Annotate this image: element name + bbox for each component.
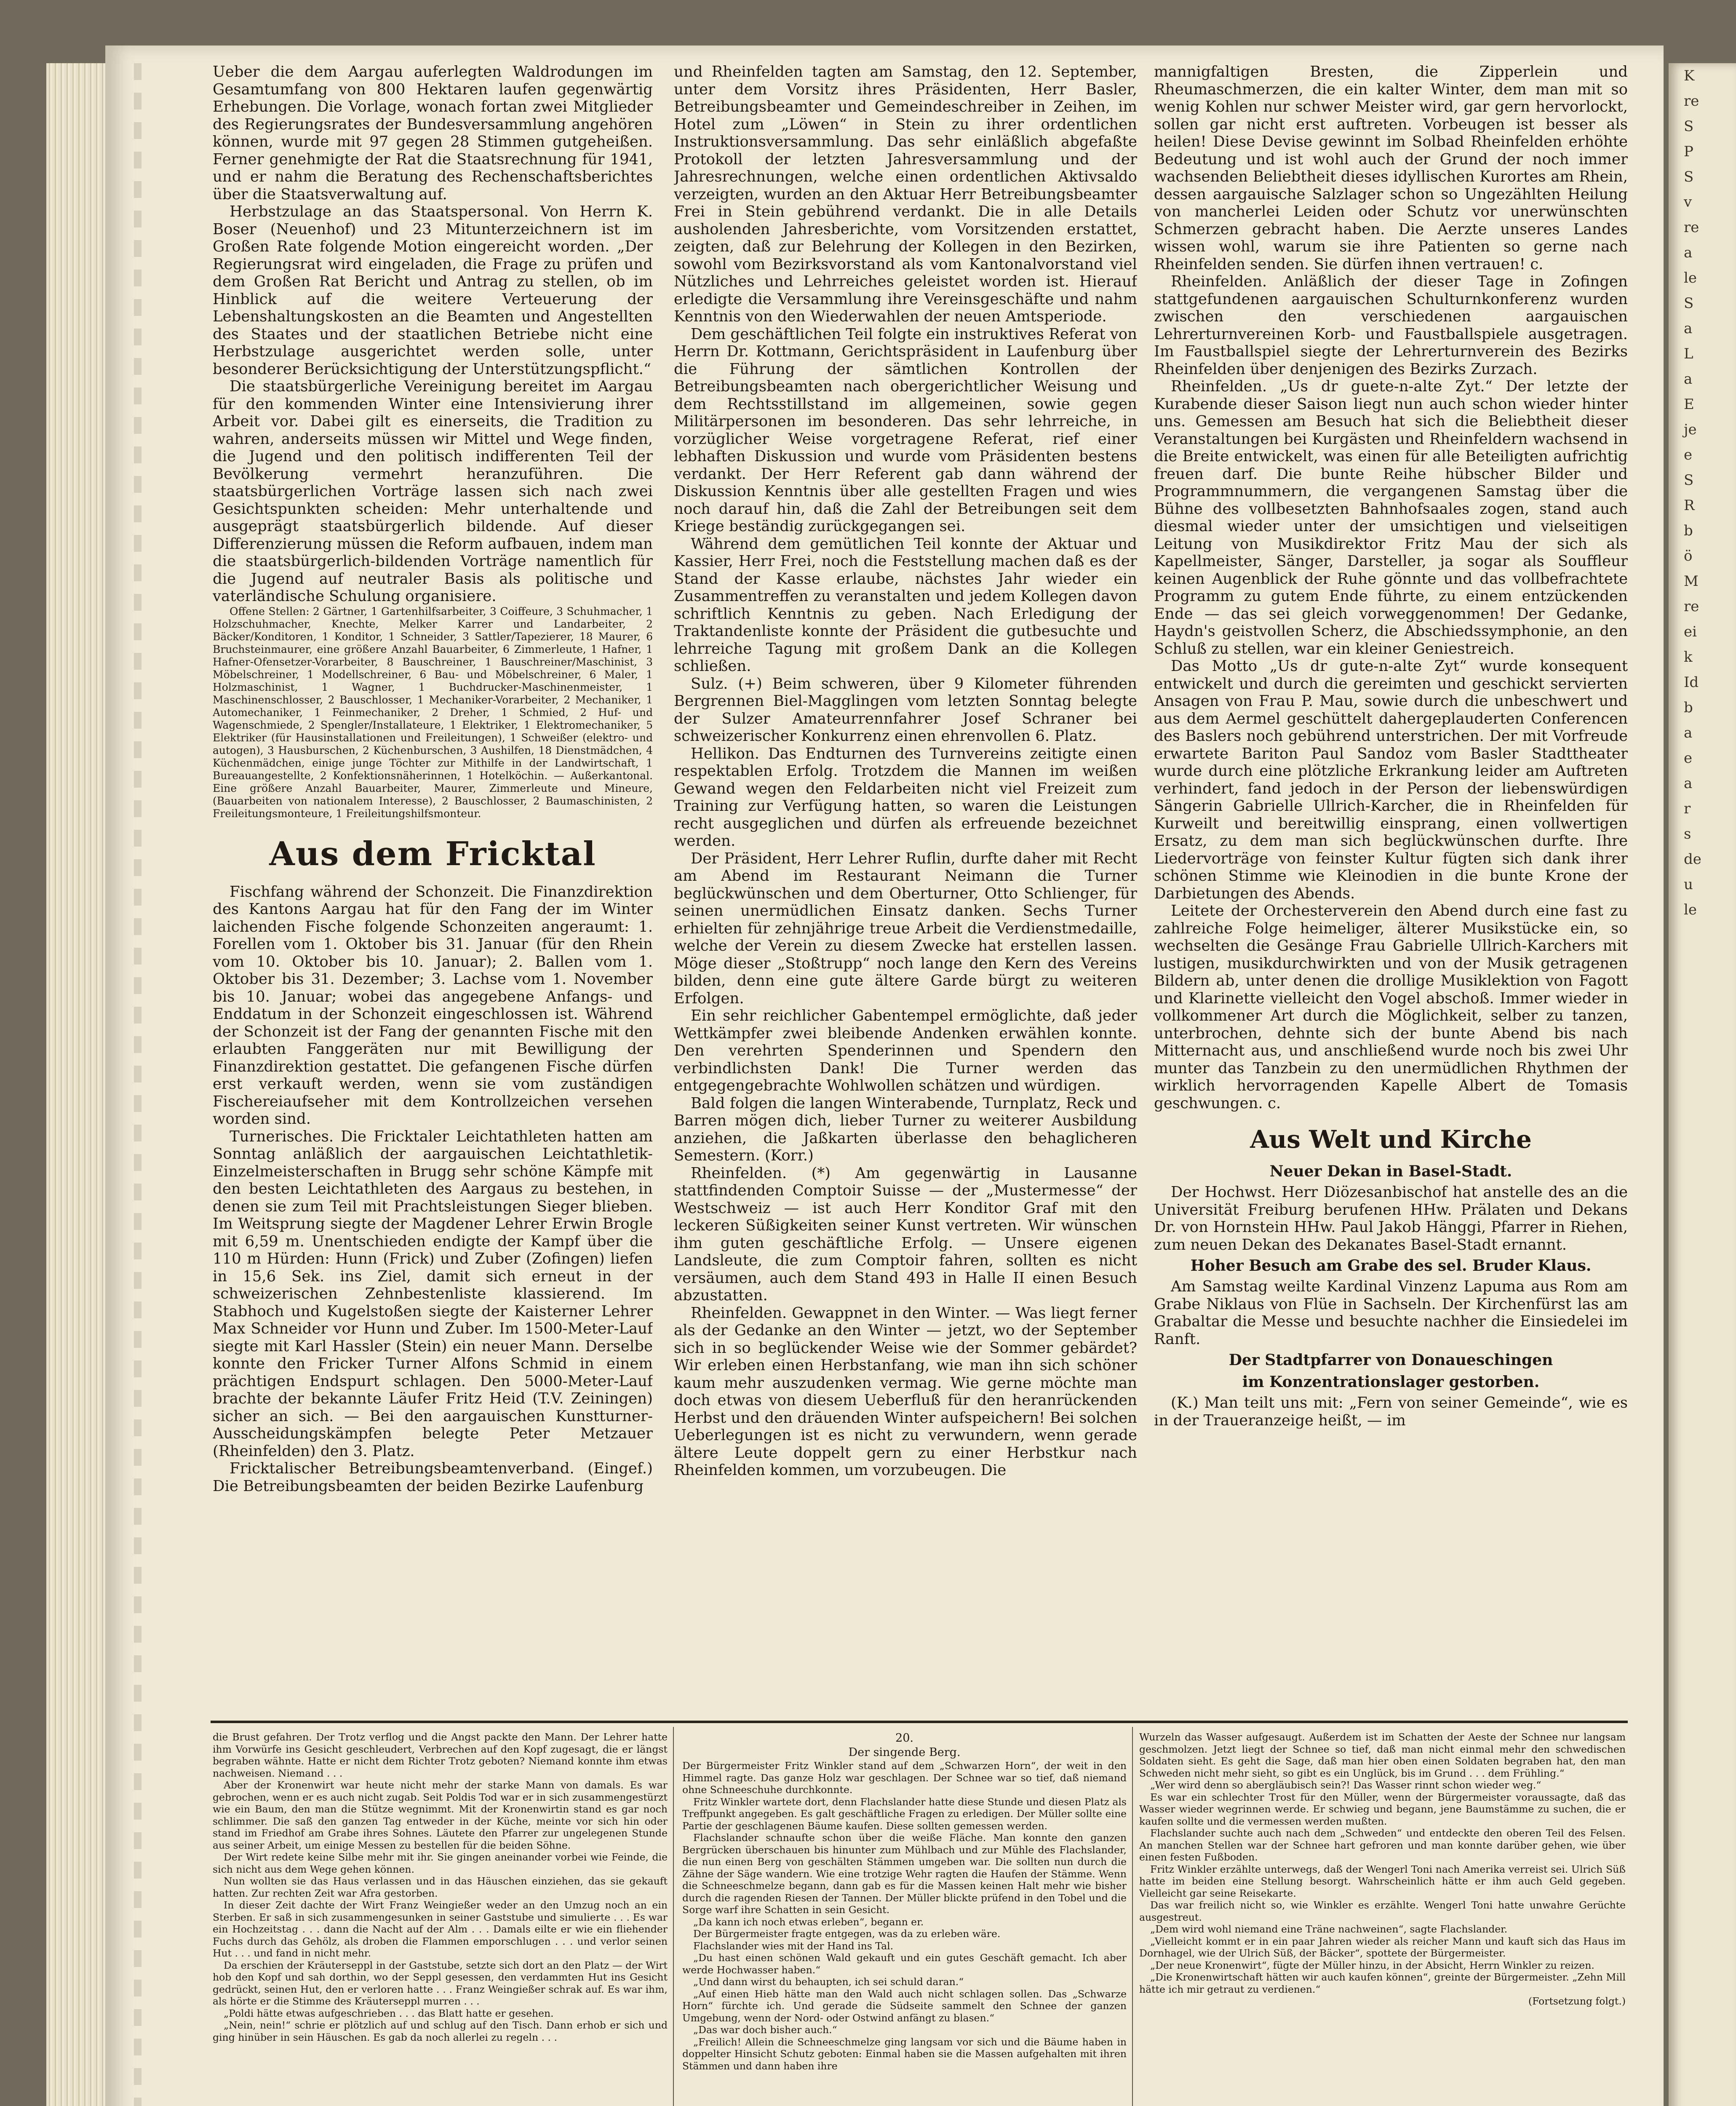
paragraph-bruder-klaus: Am Samstag weilte Kardinal Vinzenz Lapuma aus Rom am Grabe Niklaus von Flüe in Sachseln. Der Kirchenfürst las am Grabaltar die Messe und besuchte nachher die Einsiedelei im Ranft. bbox=[1154, 1278, 1628, 1348]
paragraph-bresten: mannigfaltigen Bresten, die Zipperlein und Rheumaschmerzen, die ein kalter Winter, dem man mit so wenig Kohlen nur schwer Meister wird, gar gern hervorlockt, sollen gar nicht erst auftreten. Vorbeugen ist besser als heilen! Diese Devise gewinnt im Solbad Rheinfelden erhöhte Bedeutung und ist wohl auch der Grund der noch immer wachsenden Beliebtheit dieses idyllischen Kurortes am Rhein, dessen aargauische Salzlager schon so Ungezählten Heilung von mancherlei Leiden oder Schutz vor unerwünschten Schmerzen gebracht haben. Die Aerzte unseres Landes wissen wohl, warum sie ihre Patienten so gerne nach Rheinfelden senden. Sie dürfen ihnen vertrauen! c. bbox=[1154, 63, 1628, 273]
column-1 bbox=[213, 63, 653, 1714]
serial-paragraph: Flachslander wies mit der Hand ins Tal. bbox=[693, 1940, 894, 1952]
headline-bruder-klaus: Hoher Besuch am Grabe des sel. Bruder Klaus. bbox=[1190, 1257, 1592, 1275]
serial-paragraph: Der Wirt redete keine Silbe mehr mit ihr. Sie gingen aneinander vorbei wie Feinde, die sich nicht aus dem Wege gehen können. bbox=[213, 1851, 668, 1875]
serial-column-rule bbox=[673, 1727, 674, 2106]
next-page-fragment: ei bbox=[1684, 623, 1697, 640]
paragraph-herbstzulage: Herbstzulage an das Staatspersonal. Von Herrn K. Boser (Neuenhof) und 23 Mitunterzeichnern ist im Großen Rate folgende Motion eingereicht worden. „Der Regierungsrat wird eingeladen, die Frage zu prüfen und dem Großen Rat Bericht und Antrag zu stellen, ob im Hinblick auf die weitere Verteuerung der Lebenshaltungskosten an die Beamten und Angestellten des Staates und der staatlichen Betriebe nicht eine Herbstzulage ausgerichtet werden solle, unter besonderer Berücksichtigung der Unterstützungspflicht.“ bbox=[213, 203, 653, 378]
next-page-fragment: a bbox=[1684, 244, 1693, 261]
serial-paragraph: Wurzeln das Wasser aufgesaugt. Außerdem ist im Schatten der Aeste der Schnee nur langsam geschmolzen. Jetzt liegt der Schnee so tief, daß man nicht einmal mehr den schwedischen Soldaten sieht. Es geht die Sage, daß man hier oben einen Soldaten begraben hat, den man Schweden nicht mehr sieht, so gibt es ein Unglück, bis im Grund . . . dem Frühling.“ bbox=[1139, 1731, 1626, 1779]
next-page-fragment: a bbox=[1684, 775, 1693, 792]
serial-paragraph: „Auf einen Hieb hätte man den Wald auch nicht schlagen sollen. Das „Schwarze Horn“ fürchte ich. Und gerade die Südseite sammelt den Schnee der ganzen Umgebung, wenn der Nord- oder Ostwind anfängt zu blasen.“ bbox=[682, 1988, 1127, 2024]
serial-paragraph: die Brust gefahren. Der Trotz verflog und die Angst packte den Mann. Der Lehrer hatte ihm Vorwürfe ins Gesicht geschleudert, Verbrechen auf den Kopf zugesagt, die er längst begraben wähnte. Hatte er nicht dem Richter Trotz geboten? Niemand konnte ihm etwas nachweisen. Niemand . . . bbox=[213, 1731, 668, 1779]
next-page-fragment: a bbox=[1684, 320, 1693, 337]
paragraph-hellikon-praesident: Der Präsident, Herr Lehrer Ruflin, durfte daher mit Recht am Abend im Restaurant Neimann die Turner beglückwünschen und dem Oberturner, Otto Schlienger, für seinen unermüdlichen Einsatz danken. Sechs Turner erhielten für zehnjährige treue Arbeit die Verdienstmedaille, welche der Verein zu diesem Zwecke hat erstellen lassen. Möge dieser „Stoßtrupp“ noch lange den Kern des Vereins bilden, denn eine gute ältere Garde bürgt zu weiteren Erfolgen. bbox=[674, 850, 1137, 1007]
next-page-fragment: S bbox=[1684, 168, 1694, 185]
next-page-fragment: e bbox=[1684, 446, 1693, 463]
next-page-fragment: b bbox=[1684, 522, 1693, 539]
next-page-fragment: L bbox=[1684, 345, 1693, 362]
book-page-edges bbox=[46, 63, 110, 2106]
headline-stadtpfarrer-1: Der Stadtpfarrer von Donaueschingen bbox=[1229, 1351, 1553, 1369]
serial-paragraph: Fritz Winkler erzählte unterwegs, daß der Wengerl Toni nach Amerika verreist sei. Ulrich Süß hatte im beiden eine Stellung besorgt. Wahrscheinlich hätte er ihm auch Geld gegeben. Vielleicht gar seine Reisekarte. bbox=[1139, 1863, 1626, 1899]
paragraph-rheinfelden-winter: Rheinfelden. Gewappnet in den Winter. — Was liegt ferner als der Gedanke an den Winter — jetzt, wo der September sich in so beglückender Weise wie der Sommer gebärdet? Wir erleben einen Herbstanfang, wie man ihn sich schöner kaum mehr auszudenken vermag. Wie gerne möchte man doch etwas von diesem Ueberfluß für den heranrückenden Herbst und den dräuenden Winter aufspeichern! Bei solchen Ueberlegungen ist es nicht zu verwundern, wenn gerade ältere Leute doppelt gern zu einer Herbstkur nach Rheinfelden kommen, um vorzubeugen. Die bbox=[674, 1304, 1137, 1479]
paragraph-stadtpfarrer: (K.) Man teilt uns mit: „Fern von seiner Gemeinde“, wie es in der Traueranzeige heißt, — im bbox=[1154, 1394, 1628, 1429]
serial-column-rule bbox=[1132, 1727, 1133, 2106]
next-page-fragment: R bbox=[1684, 497, 1695, 514]
headline-neuer-dekan: Neuer Dekan in Basel-Stadt. bbox=[1269, 1163, 1512, 1180]
section-heading-welt-kirche: Aus Welt und Kirche bbox=[1250, 1125, 1532, 1154]
feuilleton-divider bbox=[211, 1721, 1628, 1723]
next-page-fragment: u bbox=[1684, 876, 1693, 893]
serial-paragraph: Es war ein schlechter Trost für den Müller, wenn der Bürgermeister voraussagte, daß das Wasser wieder wegrinnen werde. Er schwieg und begann, jene Baumstämme zu suchen, die er kaufen sollte und die vermessen werden mußten. bbox=[1139, 1791, 1626, 1827]
serial-paragraph: „Und dann wirst du behaupten, ich sei schuld daran.“ bbox=[693, 1976, 964, 1988]
paragraph-orchesterverein: Leitete der Orchesterverein den Abend durch eine fast zu zahlreiche Folge heimeliger, älterer Musikstücke ein, so wechselten die Gesänge Frau Gabrielle Ullrich-Karchers mit lustigen, musikdurchwirkten und von der Musik getragenen Bildern ab, unter denen die drollige Musiklektion von Fagott und Klarinette vielleicht den Vogel abschoß. Immer wieder in vollkommener Art durch die Möglichkeit, selber zu tanzen, unterbrochen, dehnte sich der bunte Abend bis nach Mitternacht aus, und anschließend wurde noch bis zwei Uhr munter das Tanzbein zu den unermüdlichen Rhythmen der wirklich hervorragenden Kapelle Albert de Tomasis geschwungen. c. bbox=[1154, 902, 1628, 1112]
serial-paragraph: „Poldi hätte etwas aufgeschrieben . . . das Blatt hatte er gesehen. bbox=[224, 2007, 554, 2019]
serial-paragraph: „Vielleicht kommt er in ein paar Jahren wieder als reicher Mann und kauft sich das Haus im Dornhagel, wie der Ulrich Süß, der Bäcker“, spottete der Bürgermeister. bbox=[1139, 1935, 1626, 1959]
column-3 bbox=[1154, 63, 1628, 1714]
paragraph-turnerisches: Turnerisches. Die Fricktaler Leichtathleten hatten am Sonntag anläßlich der aargauischen Leichtathletik-Einzelmeisterschaften in Brugg sehr schöne Kämpfe mit den besten Leichtathleten des Aargaus zu bestehen, in denen sie zum Teil mit Prachtsleistungen Sieger blieben. Im Weitsprung siegte der Magdener Lehrer Erwin Brogle mit 6,59 m. Unentschieden endigte der Kampf über die 110 m Hürden: Hunn (Frick) und Zuber (Zofingen) liefen in 15,6 Sek. ins Ziel, damit sich erneut in der schweizerischen Zehnbestenliste klassierend. Im Stabhoch und Kugelstoßen siegte der Kaisterner Lehrer Max Schneider vor Hunn und Zuber. Im 1500-Meter-Lauf siegte mit Karl Hassler (Stein) ein neuer Mann. Derselbe konnte den Fricker Turner Alfons Schmid in einem prächtigen Endspurt schlagen. Den 5000-Meter-Lauf brachte der bekannte Läufer Fritz Heid (T.V. Zeiningen) sicher an sich. — Bei den aargauischen Kunstturner-Ausscheidungskämpfen belegte Peter Metzauer (Rheinfelden) den 3. Platz. bbox=[213, 1128, 653, 1460]
serial-paragraph: (Fortsetzung folgt.) bbox=[1528, 1995, 1626, 2007]
paragraph-motto: Das Motto „Us dr gute-n-alte Zyt“ wurde konsequent entwickelt und durch die gereimten und geschickt servierten Ansagen von Frau P. Mau, sowie durch die unbeschwert und aus dem Aermel geschüttelt dahergeplauderten Conferencen des Baslers noch gebührend unterstrichen. Der mit Vorfreude erwartete Bariton Paul Sandoz vom Basler Stadttheater wurde durch eine plötzliche Erkrankung leider am Auftreten verhindert, fand jedoch in der Person der liebenswürdigen Sängerin Gabrielle Ullrich-Karcher, die in Rheinfelden für Kurweilt und bereitwillig einsprang, einen vollwertigen Ersatz, zu dem man sich beglückwünschen durfte. Ihre Liedervorträge von feinster Kultur fügten sich dank ihrer schönen Stimme wie Kleinodien in die bunte Krone der Darbietungen des Abends. bbox=[1154, 657, 1628, 902]
paragraph-hellikon-gabentempel: Ein sehr reichlicher Gabentempel ermöglichte, daß jeder Wettkämpfer zwei bleibende Andenken erwählen konnte. Den verehrten Spenderinnen und Spendern den verbindlichsten Dank! Die Turner werden das entgegengebrachte Wohlwollen schätzen und würdigen. bbox=[674, 1007, 1137, 1094]
next-page-fragment: re bbox=[1684, 598, 1699, 615]
paragraph-sulz: Sulz. (+) Beim schweren, über 9 Kilometer führenden Bergrennen Biel-Magglingen vom letzten Sonntag belegte der Sulzer Amateurrennfahrer Josef Schraner bei schweizerischer Konkurrenz einen ehrenvollen 6. Platz. bbox=[674, 675, 1137, 745]
paragraph-staatsbuergerliche-vereinigung: Die staatsbürgerliche Vereinigung bereitet im Aargau für den kommenden Winter eine Intensivierung ihrer Arbeit vor. Dabei gilt es einerseits, die Tradition zu wahren, anderseits müssen wir Mittel und Wege finden, die Jugend und den politisch indifferenten Teil der Bevölkerung vermehrt heranzuführen. Die staatsbürgerlichen Vorträge lassen sich nach zwei Gesichtspunkten scheiden: Mehr unterhaltende und ausgeprägt staatsbürgerlich bildende. Auf dieser Differenzierung müssen die Reform aufbauen, indem man die staatsbürgerlich-bildenden Vorträge namentlich für die Jugend auf neutraler Basis als politische und vaterländische Schulung organisiere. bbox=[213, 378, 653, 605]
next-page-fragment: re bbox=[1684, 219, 1699, 236]
paragraph-hellikon: Hellikon. Das Endturnen des Turnvereins zeitigte einen respektablen Erfolg. Trotzdem die Mannen im weißen Gewand wegen den Feldarbeiten nicht viel Freizeit zum Training zur Verfügung hatten, so waren die Leistungen recht ausgeglichen und dürfen als erfreuende bezeichnet werden. bbox=[674, 745, 1137, 850]
next-page-fragment: P bbox=[1684, 143, 1693, 160]
serial-paragraph: Das war freilich nicht so, wie Winkler es erzählte. Wengerl Toni hatte unwahre Gerüchte ausgestreut. bbox=[1139, 1899, 1626, 1923]
next-page-fragment: S bbox=[1684, 295, 1694, 312]
next-page-fragment: re bbox=[1684, 93, 1699, 110]
next-page-fragment: s bbox=[1684, 826, 1691, 842]
serial-paragraph: „Da kann ich noch etwas erleben“, begann er. bbox=[693, 1916, 924, 1928]
serial-column-2 bbox=[682, 1731, 1127, 2106]
paragraph-betreibungsbeamtenverband: Fricktalischer Betreibungsbeamtenverband. (Eingef.) Die Betreibungsbeamten der beiden Bezirke Laufenburg bbox=[213, 1460, 653, 1495]
next-page-fragment: M bbox=[1684, 573, 1699, 590]
serial-paragraph: „Die Kronenwirtschaft hätten wir auch kaufen können“, greinte der Bürgermeister. „Zehn Mill hätte ich mir getraut zu verdienen.“ bbox=[1139, 1971, 1626, 1995]
next-page-fragment: je bbox=[1684, 421, 1697, 438]
paragraph-gemuetlicher-teil: Während dem gemütlichen Teil konnte der Aktuar und Kassier, Herr Frei, noch die Feststellung machen daß es der Stand der Kasse erlaube, nächstes Jahr wieder ein Zusammentreffen zu veranstalten und jedem Kollegen davon schriftlich Kenntnis zu geben. Nach Erledigung der Traktandenliste konnte der Präsident die gutbesuchte und lehrreiche Tagung mit großem Dank an die Kollegen schließen. bbox=[674, 535, 1137, 675]
serial-paragraph: „Dem wird wohl niemand eine Träne nachweinen“, sagte Flachslander. bbox=[1150, 1923, 1508, 1935]
paragraph-kurabend: Rheinfelden. „Us dr guete-n-alte Zyt.“ Der letzte der Kurabende dieser Saison liegt nun auch schon wieder hinter uns. Gemessen am Besuch hat sich die Beliebtheit dieser Veranstaltungen bei Kurgästen und Rheinfeldern wachsend in die Breite entwickelt, was einen für alle Beteiligten aufrichtig freuen darf. Die bunte Reihe hübscher Bilder und Programmnummern, die vergangenen Samstag über die Bühne des vollbesetzten Bahnhofsaales zogen, stand auch diesmal wieder unter der umsichtigen und vielseitigen Leitung von Musikdirektor Fritz Mau der sich als Kapellmeister, Sänger, Darsteller, ja sogar als Souffleur keinen Augenblick der Ruhe gönnte und das vollbefrachtete Programm zu gutem Ende führte, zu einem entzückenden Ende — das sei gleich vorweggenommen! Der Gedanke, Haydn's geistvollen Scherz, die Abschiedssymphonie, an den Schluß zu stellen, war ein kleiner Geniestreich. bbox=[1154, 378, 1628, 657]
serial-paragraph: Fritz Winkler wartete dort, denn Flachslander hatte diese Stunde und diesen Platz als Treffpunkt angegeben. Es galt geschäftliche Fragen zu erledigen. Der Müller sollte eine Partie der geschlagenen Bäume kaufen. Diese sollten gemessen werden. bbox=[682, 1796, 1127, 1832]
serial-column-1 bbox=[213, 1731, 668, 2106]
serial-paragraph: Flachslander schnaufte schon über die weiße Fläche. Man konnte den ganzen Bergrücken überschauen bis hinunter zum Mühlbach und zur Mühle des Flachslander, die nun einen Berg von geschälten Stämmen umgeben war. Die sollten nun durch die Zähne der Säge wandern. Wie eine trotzige Wehr ragten die Haufen der Stämme. Wenn die Schneeschmelze begann, dann gab es für die Massen keinen Halt mehr wie bisher durch die ragenden Riesen der Tannen. Der Müller blickte prüfend in den Tobel und die Sorge warf ihre Schatten in sein Gesicht. bbox=[682, 1832, 1127, 1916]
serial-paragraph: Nun wollten sie das Haus verlassen und in das Häuschen einziehen, das sie gekauft hatten. Zur rechten Zeit war Afra gestorben. bbox=[213, 1875, 668, 1899]
serial-paragraph: „Freilich! Allein die Schneeschmelze ging langsam vor sich und die Bäume haben in doppelter Hinsicht Schutz geboten: Einmal haben sie die Massen aufgehalten mit ihren Stämmen und dann haben ihre bbox=[682, 2036, 1127, 2072]
paragraph-waldrodungen: Ueber die dem Aargau auferlegten Waldrodungen im Gesamtumfang von 800 Hektaren laufen gegenwärtig Erhebungen. Die Vorlage, wonach fortan zwei Mitglieder des Regierungsrates der Bundesversammlung angehören können, wurde mit 97 gegen 28 Stimmen gutgeheißen. Ferner genehmigte der Rat die Staatsrechnung für 1941, und er nahm die Beratung des Rechenschaftsberichtes über die Staatsverwaltung auf. bbox=[213, 63, 653, 203]
column-2 bbox=[674, 63, 1137, 1714]
serial-paragraph: „Wer wird denn so abergläubisch sein?! Das Wasser rinnt schon wieder weg.“ bbox=[1150, 1779, 1541, 1791]
next-page-fragment: b bbox=[1684, 699, 1693, 716]
serial-paragraph: Der Bürgermeister fragte entgegen, was da zu erleben wäre. bbox=[693, 1928, 1001, 1940]
next-page-fragment: ö bbox=[1684, 548, 1693, 564]
serial-paragraph: Da erschien der Kräuterseppl in der Gaststube, setzte sich dort an den Platz — der Wirt hob den Kopf und sah dorthin, wo der Seppl gesessen, den verdammten Hut ins Gesicht gedrückt, seinen Hut, den er verloren hatte . . . Franz Weingießer schrak auf. Es war ihm, als hörte er die Stimme des Kräuterseppl murren . . . bbox=[213, 1959, 668, 2007]
paragraph-tagung: und Rheinfelden tagten am Samstag, den 12. September, unter dem Vorsitz ihres Präsidenten, Herr Basler, Betreibungsbeamter und Gemeindeschreiber in Zeihen, im Hotel zum „Löwen“ in Stein zu ihrer ordentlichen Instruktionsversammlung. Das sehr einläßlich abgefaßte Protokoll der letzten Jahresversammlung und der Jahresrechnungen, welche einen ordentlichen Aktivsaldo verzeigten, wurden an den Aktuar Herr Betreibungsbeamter Frei in Stein gebührend verdankt. Die in alle Details ausholenden Jahresberichte, vom Vorsitzenden erstattet, zeigten, daß zur Belehrung der Kollegen in den Bezirken, sowohl vom Bezirksvorstand als vom Kantonalvorstand viel Nützliches und Lehrreiches geleistet worden ist. Hierauf erledigte die Versammlung ihre Vereinsgeschäfte und nahm Kenntnis von den Wiederwahlen der neuen Amtsperiode. bbox=[674, 63, 1137, 325]
next-page-fragment: E bbox=[1684, 396, 1694, 413]
next-page-fragment: e bbox=[1684, 750, 1693, 767]
next-page-fragment: Id bbox=[1684, 674, 1699, 691]
serial-column-3 bbox=[1139, 1731, 1626, 2106]
next-page-fragment: le bbox=[1684, 901, 1697, 918]
paragraph-referat: Dem geschäftlichen Teil folgte ein instruktives Referat von Herrn Dr. Kottmann, Gerichtspräsident in Laufenburg über die Führung der sämtlichen Kontrollen der Betreibungsbeamten nach obergerichtlicher Weisung und dem Rechtsstillstand im allgemeinen, sowie gegen Militärpersonen im besonderen. Das sehr lehrreiche, in vorzüglicher Weise vorgetragene Referat, rief einer lebhaften Diskussion und wurde vom Präsidenten bestens verdankt. Der Herr Referent gab dann während der Diskussion Kenntnis über alle gestellten Fragen und wies noch darauf hin, daß die Zahl der Betreibungen seit dem Kriege beständig zurückgegangen sei. bbox=[674, 325, 1137, 535]
next-page-fragment: a bbox=[1684, 371, 1693, 388]
paragraph-fischfang: Fischfang während der Schonzeit. Die Finanzdirektion des Kantons Aargau hat für den Fang der im Winter laichenden Fische folgende Schonzeiten angeraumt: 1. Forellen vom 1. Oktober bis 31. Januar (für den Rhein vom 10. Oktober bis 10. Januar); 2. Ballen vom 1. Oktober bis 31. Dezember; 3. Lachse vom 1. November bis 10. Januar; wobei das angegebene Anfangs- und Enddatum in der Schonzeit eingeschlossen ist. Während der Schonzeit ist der Fang der genannten Fische mit den erlaubten Fanggeräten nur mit Bewilligung der Finanzdirektion gestattet. Die gefangenen Fische dürfen erst verkauft werden, wenn sie vom zuständigen Fischereiaufseher mit dem Kontrollzeichen versehen worden sind. bbox=[213, 883, 653, 1128]
next-page-fragment: r bbox=[1684, 800, 1691, 817]
serial-paragraph: „Der neue Kronenwirt“, fügte der Müller hinzu, in der Absicht, Herrn Winkler zu reizen. bbox=[1150, 1959, 1594, 1971]
serial-paragraph: Der Bürgermeister Fritz Winkler stand auf dem „Schwarzen Horn“, der weit in den Himmel ragte. Das ganze Holz war geschlagen. Der Schnee war so tief, daß niemand ohne Schneeschuhe durchkonnte. bbox=[682, 1760, 1127, 1796]
next-page-fragment: a bbox=[1684, 724, 1693, 741]
next-page-fragment: K bbox=[1684, 67, 1695, 84]
serial-paragraph: Aber der Kronenwirt war heute nicht mehr der starke Mann von damals. Es war gebrochen, wenn er es auch nicht zugab. Seit Poldis Tod war er in sich zusammengestürzt wie ein Baum, den man die Stütze wegnimmt. Mit der Kronenwirtin stand es gar noch schlimmer. Die saß den ganzen Tag entweder in der Küche, meinte vor sich hin oder stand im Friedhof am Grabe ihres Sohnes. Läutete den Pfarrer zur ungelegenen Stunde aus seiner Arbeit, um einige Messen zu bestellen für die beiden Söhne. bbox=[213, 1779, 668, 1851]
next-page-fragment: S bbox=[1684, 472, 1694, 489]
section-heading-fricktal: Aus dem Fricktal bbox=[269, 834, 596, 873]
gutter-shadow bbox=[134, 63, 142, 2106]
serial-paragraph: „Nein, nein!“ schrie er plötzlich auf und schlug auf den Tisch. Dann erhob er sich und ging hinüber in sein Häuschen. Es gab da noch allerlei zu regeln . . . bbox=[213, 2019, 668, 2043]
serial-paragraph: „Das war doch bisher auch.“ bbox=[693, 2024, 837, 2036]
next-page-fragment: de bbox=[1684, 851, 1701, 868]
serial-paragraph: Flachslander suchte auch nach dem „Schweden“ und entdeckte den oberen Teil des Felsen. An manchen Stellen war der Schnee hart gefroren und man konnte darüber gehen, wie über einen festen Fußboden. bbox=[1139, 1827, 1626, 1863]
serial-title: Der singende Berg. bbox=[848, 1746, 961, 1759]
next-page-fragment: S bbox=[1684, 118, 1694, 135]
job-listings: Offene Stellen: 2 Gärtner, 1 Gartenhilfsarbeiter, 3 Coiffeure, 3 Schuhmacher, 1 Holzschuhmacher, Knechte, Melker Karrer und Landarbeiter, 2 Bäcker/Konditoren, 1 Konditor, 1 Schneider, 3 Sattler/Tapezierer, 18 Maurer, 6 Bruchsteinmaurer, eine größere Anzahl Bauarbeiter, 6 Zimmerleute, 1 Hafner, 1 Hafner-Ofensetzer-Vorarbeiter, 8 Bauschreiner, 1 Bauschreiner/Maschinist, 3 Möbelschreiner, 1 Modellschreiner, 6 Bau- und Möbelschreiner, 6 Maler, 1 Holzmaschinist, 1 Wagner, 1 Buchdrucker-Maschinenmeister, 1 Maschinenschlosser, 2 Bauschlosser, 1 Mechaniker-Vorarbeiter, 2 Mechaniker, 1 Automechaniker, 1 Feinmechaniker, 2 Dreher, 1 Schmied, 2 Huf- und Wagenschmiede, 2 Spengler/Installateure, 1 Elektriker, 1 Elektromechaniker, 5 Elektriker (für Hausinstallationen und Freileitungen), 1 Schweißer (elektro- und autogen), 3 Hausburschen, 2 Küchenburschen, 3 Aushilfen, 18 Dienstmädchen, 4 Küchenmädchen, einige junge Töchter zur Mithilfe in der Landwirtschaft, 1 Bureauangestellte, 2 Konfektionsnäherinnen, 1 Hotelköchin. — Außerkantonal. Eine größere Anzahl Bauarbeiter, Maurer, Zimmerleute und Mineure, (Bauarbeiten von nationalem Interesse), 2 Bauschlosser, 2 Baumaschinisten, 2 Freileitungsmonteure, 1 Freileitungshilfsmonteur. bbox=[213, 605, 653, 820]
paragraph-rheinfelden-comptoir: Rheinfelden. (*) Am gegenwärtig in Lausanne stattfindenden Comptoir Suisse — der „Mustermesse“ der Westschweiz — ist auch Herr Konditor Graf mit den leckeren Süßigkeiten seiner Kunst vertreten. Wir wünschen ihm guten geschäftliche Erfolg. — Unsere eigenen Landsleute, die zum Comptoir fahren, sollten es nicht versäumen, auch dem Stand 493 in Halle II einen Besuch abzustatten. bbox=[674, 1164, 1137, 1304]
serial-page-number: 20. bbox=[895, 1732, 913, 1745]
headline-stadtpfarrer-2: im Konzentrationslager gestorben. bbox=[1242, 1373, 1540, 1391]
serial-paragraph: In dieser Zeit dachte der Wirt Franz Weingießer weder an den Umzug noch an ein Sterben. Er saß in sich zusammengesunken in seiner Gaststube und simulierte . . . Es war ein Hochzeitstag . . . dann die Nacht auf der Alm . . . Damals eilte er wie ein fliehender Fuchs durch das Gehölz, als droben die Flammen emporschlugen . . . und verlor seinen Hut . . . und fand in nicht mehr. bbox=[213, 1899, 668, 1959]
paragraph-neuer-dekan: Der Hochwst. Herr Diözesanbischof hat anstelle des an die Universität Freiburg berufenen HHw. Prälaten und Dekans Dr. von Hornstein HHw. Paul Jakob Hänggi, Pfarrer in Riehen, zum neuen Dekan des Dekanates Basel-Stadt ernannt. bbox=[1154, 1184, 1628, 1253]
serial-paragraph: „Du hast einen schönen Wald gekauft und ein gutes Geschäft gemacht. Ich aber werde Hochwasser haben.“ bbox=[682, 1952, 1127, 1976]
adjacent-page-fragment bbox=[1669, 63, 1736, 2106]
paragraph-schulturnkonferenz: Rheinfelden. Anläßlich der dieser Tage in Zofingen stattgefundenen aargauischen Schulturnkonferenz wurden zwischen den verschiedenen aargauischen Lehrerturnvereinen Korb- und Faustballspiele ausgetragen. Im Faustballspiel siegte der Lehrerturnverein des Bezirks Rheinfelden über denjenigen des Bezirks Zurzach. bbox=[1154, 273, 1628, 378]
next-page-fragment: le bbox=[1684, 270, 1697, 286]
next-page-fragment: v bbox=[1684, 194, 1692, 211]
next-page-fragment: k bbox=[1684, 649, 1693, 665]
paragraph-hellikon-winterabende: Bald folgen die langen Winterabende, Turnplatz, Reck und Barren mögen dich, lieber Turner zu weiterer Ausbildung anziehen, die Jaßkarten überlasse den behaglicheren Semestern. (Korr.) bbox=[674, 1094, 1137, 1164]
